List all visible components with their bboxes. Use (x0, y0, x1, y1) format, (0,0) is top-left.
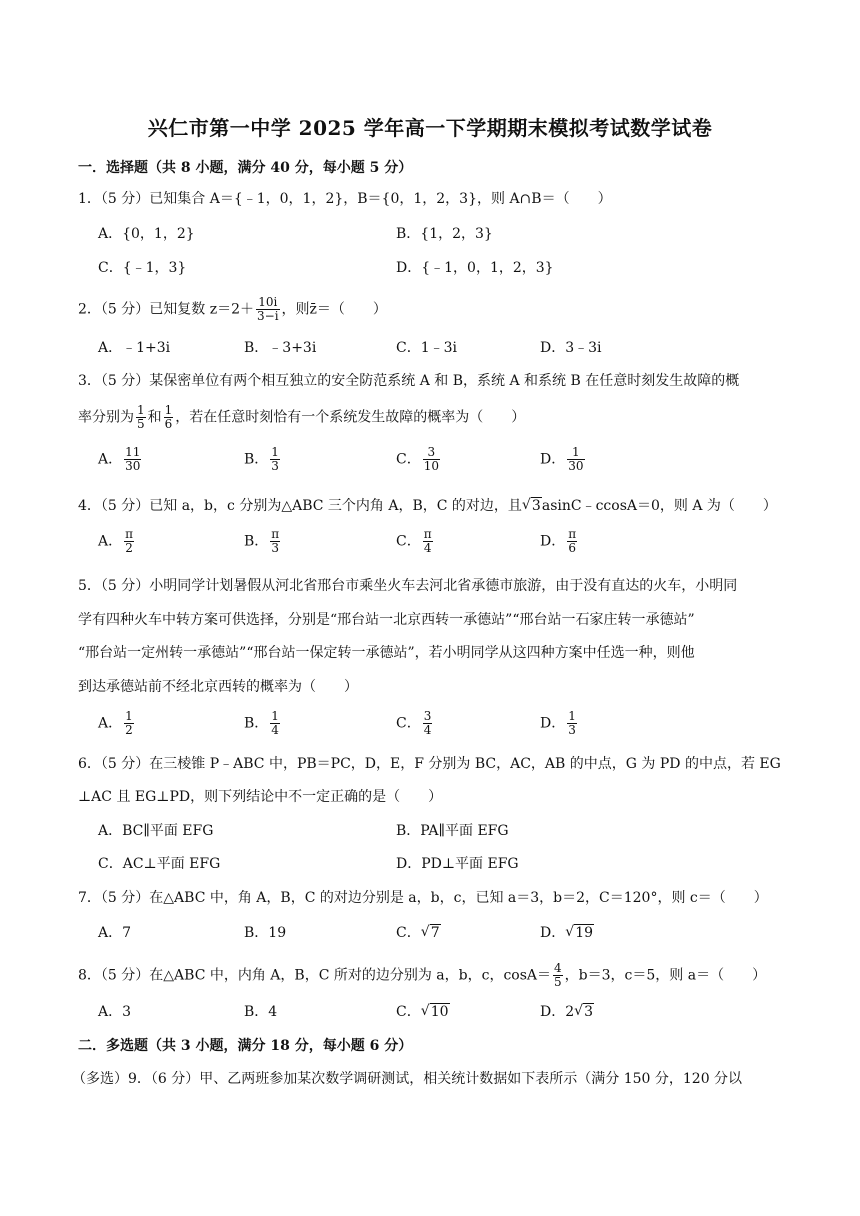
option-label: A． (98, 451, 123, 468)
option-label: D． (540, 451, 566, 468)
question-4-option-c (396, 528, 435, 555)
fraction-numerator: 10i (256, 296, 280, 310)
question-3-fraction-1 (136, 404, 146, 431)
question-8-option-d (540, 1002, 594, 1022)
fraction-numerator: 1 (164, 403, 173, 417)
question-2-option-a: A．﹣1+3i (98, 340, 171, 356)
question-7-option-a: A．7 (98, 925, 132, 941)
question-4-option-a (98, 528, 136, 555)
fraction-numerator: 3 (423, 709, 432, 723)
option-fraction (423, 528, 433, 555)
fraction-denominator: 4 (423, 541, 432, 555)
question-8-stem-prefix: 8．（5 分）在△ABC 中，内角 A，B，C 所对的边分别为 a，b，c，cosA＝ (78, 967, 552, 984)
option-label: A． (98, 715, 123, 732)
question-8-stem-suffix: ，b＝3，c＝5，则 a＝（ ） (564, 967, 767, 984)
sqrt-radicand: 3 (531, 498, 541, 514)
question-4-stem-prefix: 4．（5 分）已知 a，b，c 分别为△ABC 三个内角 A，B，C 的对边，且 (78, 498, 522, 514)
fraction-denominator: 4 (423, 723, 432, 737)
question-7-option-d (540, 923, 594, 943)
question-6-option-b: B．PA∥平面 EFG (396, 823, 509, 839)
question-6-line-1: 6．（5 分）在三棱锥 P﹣ABC 中，PB＝PC，D，E，F 分别为 BC，AC，AB 的中点，G 为 PD 的中点，若 EG (78, 756, 781, 772)
question-3-option-a (98, 446, 143, 473)
fraction-denominator: 3 (271, 459, 279, 473)
question-8-option-a: A．3 (98, 1004, 132, 1020)
question-3-line-1: 3．（5 分）某保密单位有两个相互独立的安全防范系统 A 和 B，系统 A 和系统 B 在任意时刻发生故障的概 (78, 373, 740, 389)
question-4-option-b (244, 528, 282, 555)
option-label: B． (244, 533, 269, 550)
section-heading-multiple-choice: 二．多选题（共 3 小题，满分 18 分，每小题 6 分） (78, 1038, 413, 1054)
option-label: C． (396, 533, 421, 550)
question-5-option-c (396, 710, 434, 737)
question-1-option-b: B．{1，2，3} (396, 226, 493, 242)
fraction-denominator: 4 (271, 723, 279, 737)
question-1-option-c: C．{﹣1，3} (98, 260, 187, 276)
option-label: B． (244, 451, 269, 468)
fraction-denominator: 10 (423, 459, 439, 473)
fraction-numerator: 1 (568, 709, 576, 723)
question-3-option-d (540, 446, 587, 473)
option-fraction (423, 446, 440, 473)
fraction-denominator: 30 (125, 459, 141, 473)
question-9-line-1: （多选）9．（6 分）甲、乙两班参加某次数学调研测试，相关统计数据如下表所示（满分 150 分，120 分以 (72, 1071, 743, 1087)
fraction-numerator: π (271, 527, 280, 541)
fraction-numerator: 11 (125, 445, 141, 459)
fraction-denominator: 5 (137, 417, 145, 431)
question-7-option-c (396, 923, 441, 943)
question-1-option-d: D．{﹣1，0，1，2，3} (396, 260, 554, 276)
page-title: 兴仁市第一中学 2025 学年高一下学期期末模拟考试数学试卷 (147, 116, 713, 140)
question-3-option-b (244, 446, 282, 473)
fraction-denominator: 3−i (257, 309, 279, 323)
question-3-line-2-suffix: ，若在任意时刻恰有一个系统发生故障的概率为（ ） (175, 409, 526, 426)
fraction-denominator: 3 (568, 723, 576, 737)
option-fraction (124, 528, 134, 555)
question-2-stem (78, 296, 784, 323)
question-8-option-c (396, 1002, 450, 1022)
option-label: D．2 (540, 1004, 575, 1020)
option-label: C． (396, 715, 421, 732)
question-4-stem (78, 496, 784, 516)
option-label: D． (540, 925, 566, 941)
question-7-stem: 7．（5 分）在△ABC 中，角 A，B，C 的对边分别是 a，b，c，已知 a＝3，b＝2，C＝120°，则 c＝（ ） (78, 890, 768, 906)
fraction-numerator: π (125, 527, 134, 541)
question-6-option-d: D．PD⊥平面 EFG (396, 856, 519, 872)
question-2-option-b: B．﹣3+3i (244, 340, 317, 356)
question-3-line-2 (78, 404, 784, 431)
question-8-fraction (553, 962, 563, 989)
question-3-fraction-2 (164, 404, 174, 431)
question-8-stem (78, 962, 784, 989)
question-3-option-c (396, 446, 442, 473)
section-heading-single-choice: 一．选择题（共 8 小题，满分 40 分，每小题 5 分） (78, 160, 413, 176)
option-fraction (567, 710, 577, 737)
question-2-option-d: D．3﹣3i (540, 340, 602, 356)
sqrt-symbol (421, 923, 441, 943)
question-2-option-c: C．1﹣3i (396, 340, 458, 356)
question-6-option-a: A．BC∥平面 EFG (98, 823, 214, 839)
question-5-line-2: 学有四种火车中转方案可供选择，分别是“邢台站一北京西转一承德站”“邢台站一石家庄转一承德站” (78, 612, 695, 628)
fraction-numerator: 3 (423, 446, 440, 460)
fraction-denominator: 2 (125, 541, 133, 555)
option-fraction (423, 710, 433, 737)
option-label: C． (396, 925, 421, 941)
fraction-numerator: 1 (271, 709, 279, 723)
option-label: D． (540, 715, 566, 732)
sqrt-symbol (574, 1002, 594, 1022)
fraction-denominator: 6 (164, 417, 173, 431)
question-1-option-a: A．{0，1，2} (98, 226, 195, 242)
option-fraction (270, 446, 280, 473)
question-5-line-1: 5．（5 分）小明同学计划暑假从河北省邢台市乘坐火车去河北省承德市旅游，由于没有直达的火车，小明同 (78, 578, 738, 594)
option-label: A． (98, 533, 123, 550)
question-5-line-4: 到达承德站前不经北京西转的概率为（ ） (78, 679, 358, 695)
fraction-numerator: 1 (125, 709, 133, 723)
question-5-option-a (98, 710, 136, 737)
question-8-option-b: B．4 (244, 1004, 278, 1020)
fraction-denominator: 5 (554, 975, 562, 989)
option-fraction (124, 446, 141, 473)
question-5-option-b (244, 710, 282, 737)
sqrt-symbol (421, 1002, 450, 1022)
question-1-stem: 1．（5 分）已知集合 A＝{﹣1，0，1，2}，B＝{0，1，2，3}，则 A∩B＝（ ） (78, 191, 612, 207)
option-fraction (567, 446, 584, 473)
sqrt-radicand: 3 (584, 1004, 594, 1020)
option-fraction (124, 710, 134, 737)
question-3-and: 和 (147, 409, 162, 426)
option-fraction (270, 710, 280, 737)
sqrt-symbol (522, 496, 542, 516)
sqrt-radicand: 10 (430, 1004, 449, 1020)
fraction-numerator: 1 (567, 446, 584, 460)
fraction-numerator: π (423, 527, 432, 541)
fraction-denominator: 2 (125, 723, 133, 737)
question-6-option-c: C．AC⊥平面 EFG (98, 856, 221, 872)
option-label: D． (540, 533, 566, 550)
question-7-option-b: B．19 (244, 925, 287, 941)
question-4-stem-suffix: asinC﹣ccosA＝0，则 A 为（ ） (541, 498, 777, 514)
option-label: C． (396, 451, 421, 468)
fraction-numerator: 1 (271, 445, 279, 459)
fraction-numerator: π (568, 527, 577, 541)
question-2-stem-prefix: 2．（5 分）已知复数 z＝2＋ (78, 301, 254, 318)
fraction-denominator: 30 (568, 459, 584, 473)
option-fraction (270, 528, 280, 555)
question-2-fraction (256, 296, 280, 323)
question-4-option-d (540, 528, 579, 555)
question-5-option-d (540, 710, 579, 737)
fraction-denominator: 6 (568, 541, 576, 555)
sqrt-radicand: 7 (430, 925, 440, 941)
question-6-line-2: ⊥AC 且 EG⊥PD，则下列结论中不一定正确的是（ ） (78, 789, 443, 805)
option-label: C． (396, 1004, 421, 1020)
fraction-numerator: 1 (137, 403, 145, 417)
fraction-numerator: 4 (554, 961, 562, 975)
question-3-line-2-prefix: 率分别为 (78, 409, 134, 426)
option-fraction (567, 528, 577, 555)
question-2-stem-suffix: ，则z̄＝（ ） (281, 301, 387, 318)
option-label: B． (244, 715, 269, 732)
sqrt-symbol (565, 923, 594, 943)
question-5-line-3: “邢台站一定州转一承德站”“邢台站一保定转一承德站”，若小明同学从这四种方案中任选一种，则他 (78, 645, 695, 661)
sqrt-radicand: 19 (575, 925, 594, 941)
fraction-denominator: 3 (271, 541, 280, 555)
